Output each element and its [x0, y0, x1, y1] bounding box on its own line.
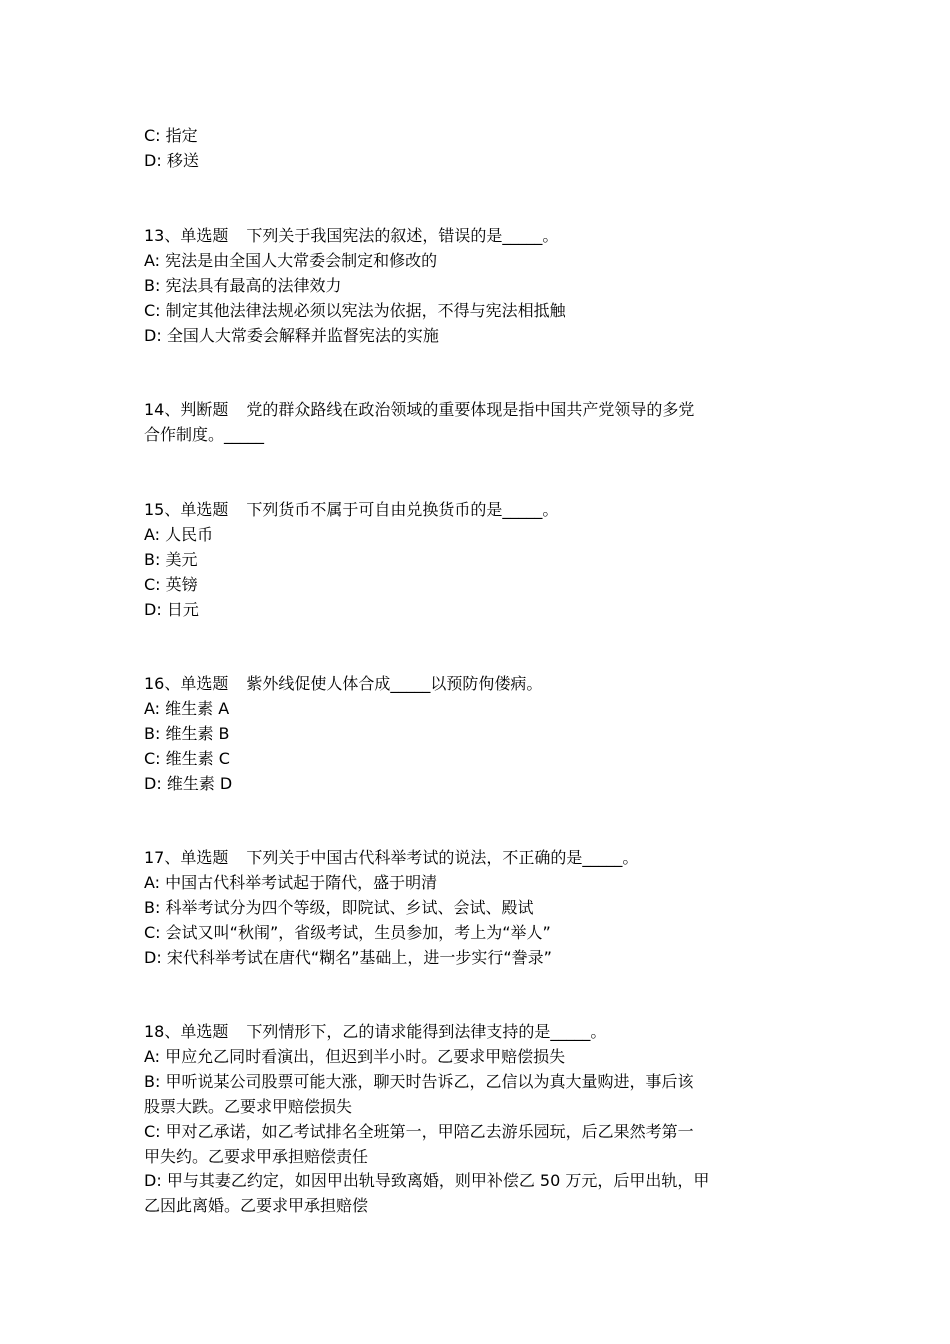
option-b-continued: 股票大跌。乙要求甲赔偿损失	[144, 1096, 353, 1116]
question-stem: 13、单选题 下列关于我国宪法的叙述，错误的是_____。	[144, 226, 559, 245]
option-d-continued: 乙因此离婚。乙要求甲承担赔偿	[144, 1196, 369, 1216]
option-d: D: 日元	[144, 599, 199, 619]
option-a: A: 维生素 A	[144, 698, 230, 718]
question-14	[144, 398, 814, 448]
option-b: B: 美元	[144, 549, 198, 569]
option-a: A: 宪法是由全国人大常委会制定和修改的	[144, 250, 438, 270]
question-stem: 14、判断题 党的群众路线在政治领域的重要体现是指中国共产党领导的多党	[144, 400, 695, 419]
option-c: C: 制定其他法律法规必须以宪法为依据，不得与宪法相抵触	[144, 300, 566, 320]
question-13	[144, 224, 814, 349]
option-b: B: 宪法具有最高的法律效力	[144, 275, 342, 295]
prev-question-options	[144, 124, 814, 174]
option-c: C: 会试又叫“秋闱”，省级考试，生员参加，考上为“举人”	[144, 922, 551, 942]
option-b: B: 科举考试分为四个等级，即院试、乡试、会试、殿试	[144, 897, 534, 917]
option-a: A: 人民币	[144, 524, 214, 544]
option-c: C: 维生素 C	[144, 748, 230, 768]
option-d: D: 维生素 D	[144, 773, 233, 793]
option-a: A: 中国古代科举考试起于隋代，盛于明清	[144, 872, 438, 892]
option-d: D: 甲与其妻乙约定，如因甲出轨导致离婚，则甲补偿乙 50 万元，后甲出轨，甲	[144, 1171, 710, 1191]
option-d: D: 移送	[144, 150, 199, 170]
question-15	[144, 498, 814, 623]
question-stem-continued: 合作制度。_____	[144, 424, 265, 444]
option-c-continued: 甲失约。乙要求甲承担赔偿责任	[144, 1146, 369, 1166]
option-a: A: 甲应允乙同时看演出，但迟到半小时。乙要求甲赔偿损失	[144, 1046, 566, 1066]
option-d: D: 宋代科举考试在唐代“糊名”基础上，进一步实行“誊录”	[144, 947, 552, 967]
question-18	[144, 1020, 814, 1219]
question-16	[144, 672, 814, 797]
option-c: C: 英镑	[144, 574, 198, 594]
question-stem: 18、单选题 下列情形下，乙的请求能得到法律支持的是_____。	[144, 1022, 607, 1041]
question-stem: 16、单选题 紫外线促使人体合成_____以预防佝偻病。	[144, 674, 543, 693]
question-17	[144, 846, 814, 971]
option-c: C: 指定	[144, 126, 198, 145]
option-c: C: 甲对乙承诺，如乙考试排名全班第一，甲陪乙去游乐园玩，后乙果然考第一	[144, 1121, 694, 1141]
question-stem: 15、单选题 下列货币不属于可自由兑换货币的是_____。	[144, 500, 559, 519]
option-b: B: 维生素 B	[144, 723, 230, 743]
question-stem: 17、单选题 下列关于中国古代科举考试的说法，不正确的是_____。	[144, 848, 639, 867]
option-b: B: 甲听说某公司股票可能大涨，聊天时告诉乙，乙信以为真大量购进，事后该	[144, 1071, 694, 1091]
option-d: D: 全国人大常委会解释并监督宪法的实施	[144, 325, 439, 345]
